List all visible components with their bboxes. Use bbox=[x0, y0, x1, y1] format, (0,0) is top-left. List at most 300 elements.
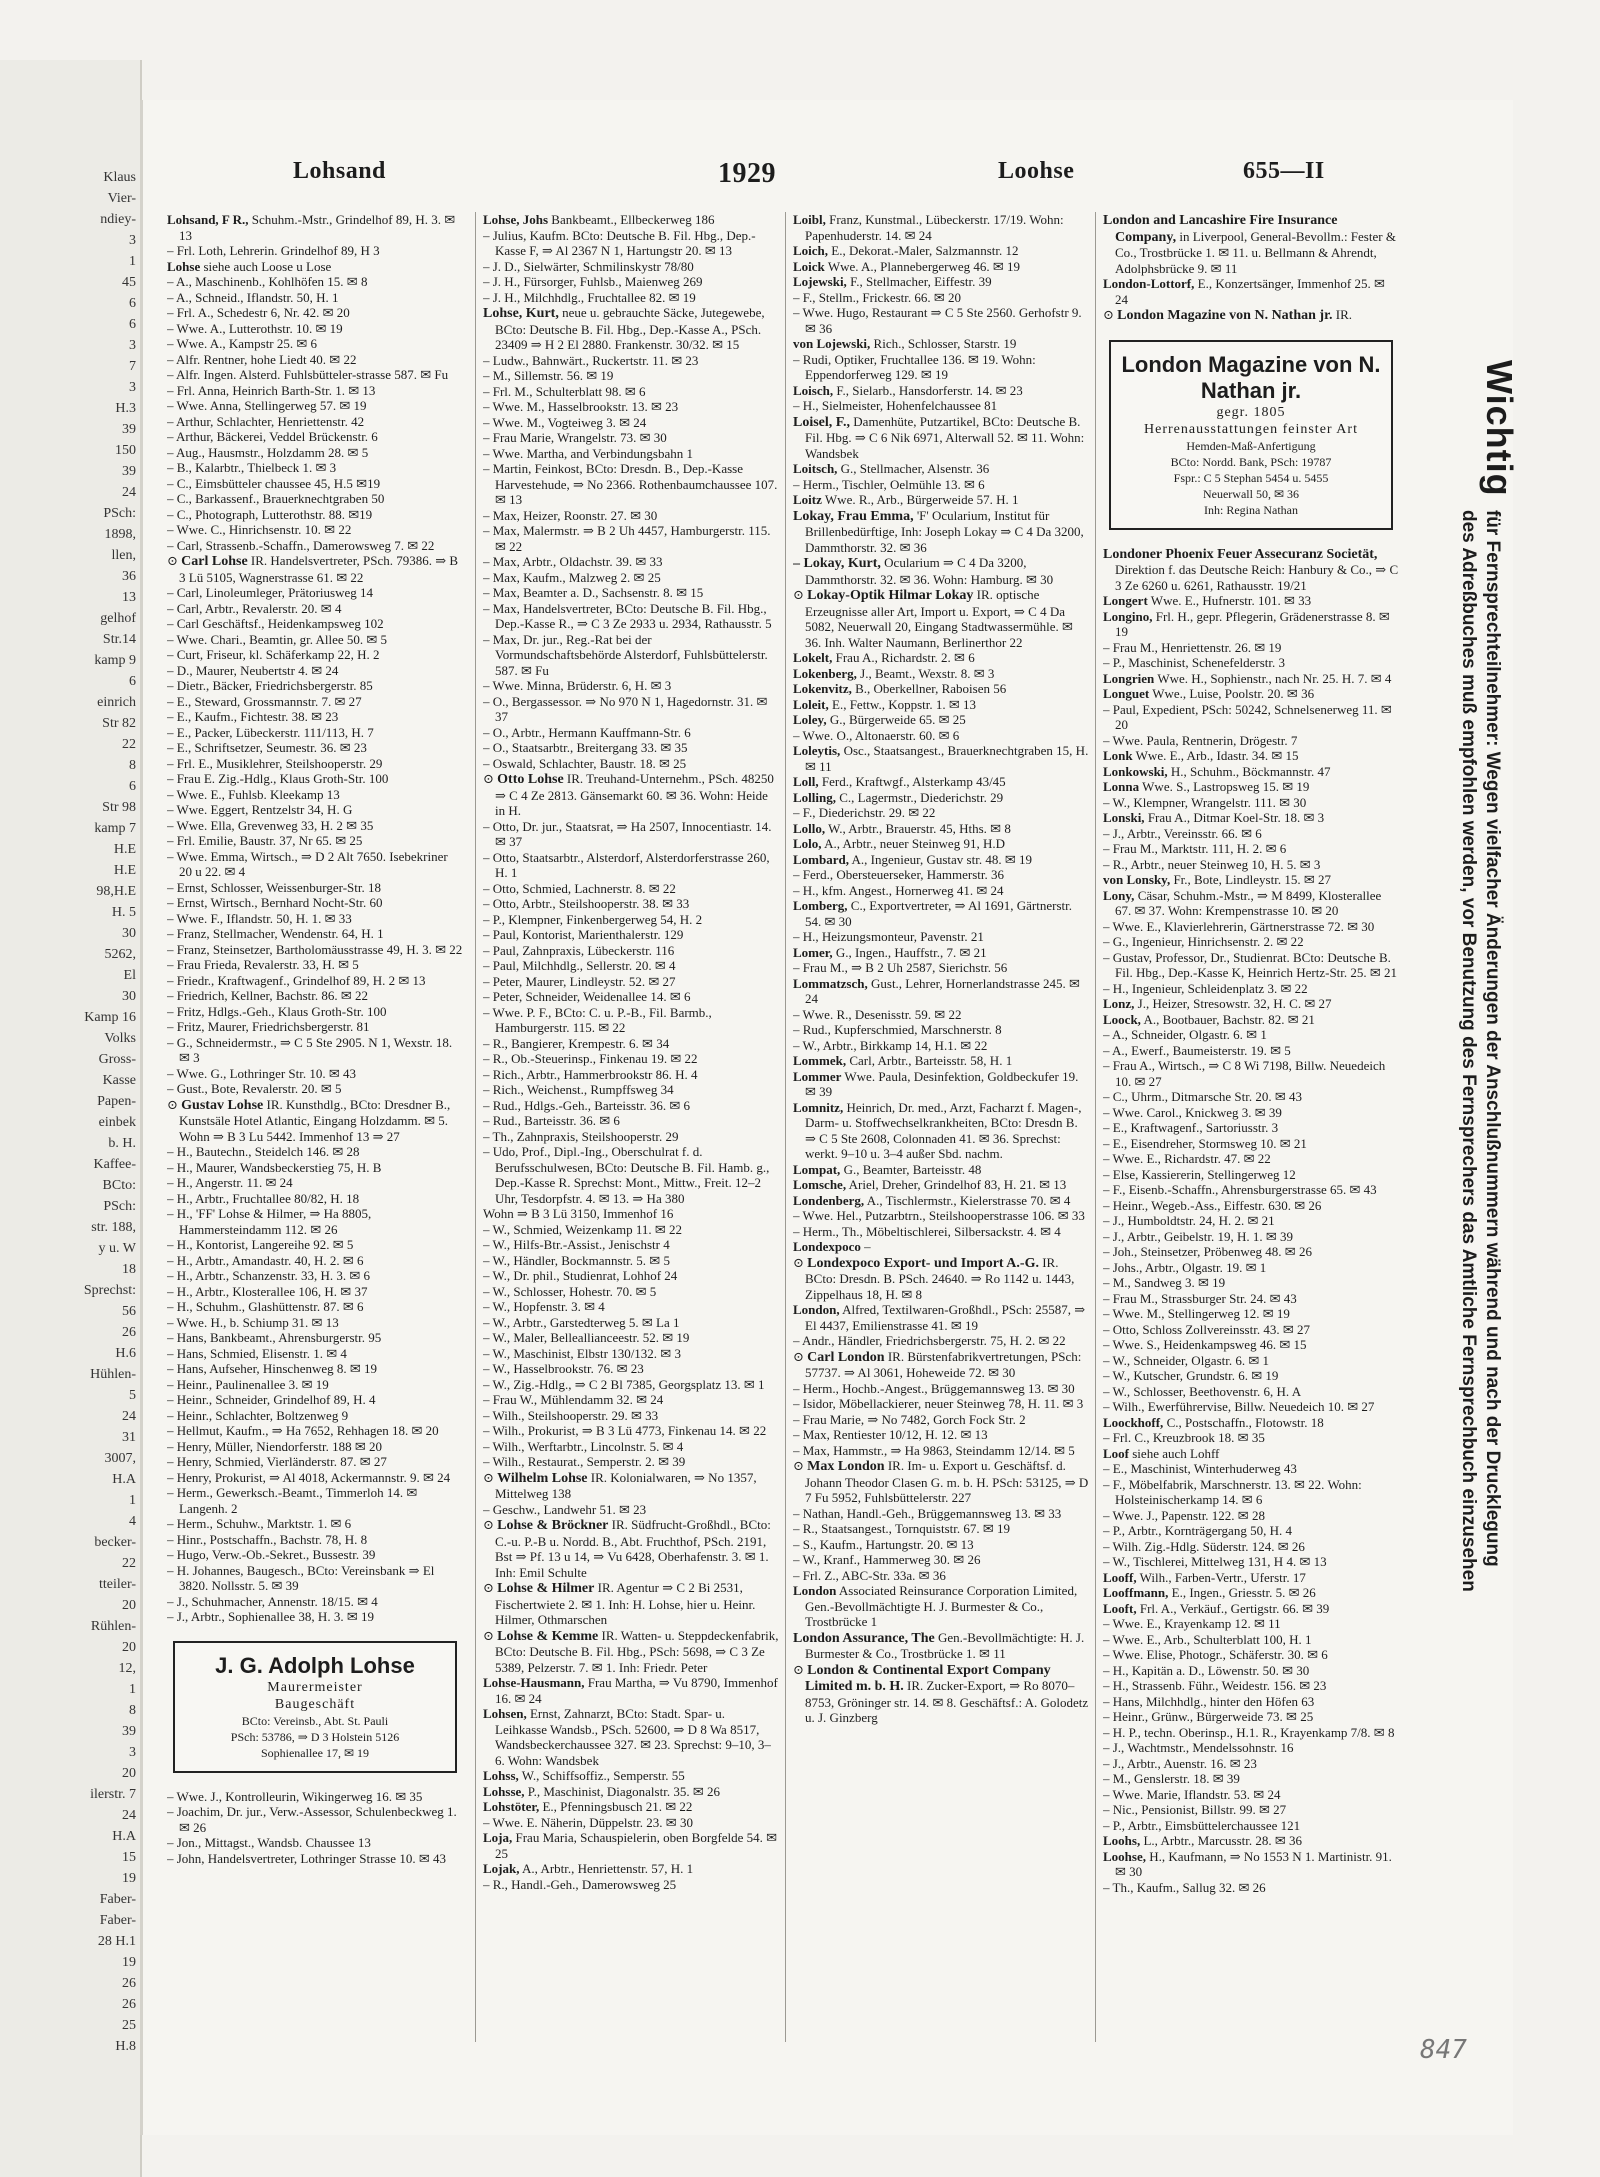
directory-entry bbox=[1103, 1027, 1399, 1043]
edge-fragment: El bbox=[123, 968, 136, 983]
directory-entry bbox=[1103, 872, 1399, 888]
entry-name: Lomer, bbox=[793, 944, 833, 960]
directory-entry bbox=[1103, 1151, 1399, 1167]
firm-entry bbox=[1103, 546, 1399, 594]
entry-text: – H. Johannes, Baugesch., BCto: Vereinsbank ⇒ El 3820. Nollsstr. 5. ✉ 39 bbox=[167, 1562, 435, 1593]
edge-fragment: 39 bbox=[122, 422, 136, 437]
edge-fragment: H.6 bbox=[115, 1346, 136, 1361]
entry-text: – G., Schneidermstr., ⇒ C 5 Ste 2905. N 1, Wexstr. 18. ✉ 3 bbox=[167, 1034, 453, 1065]
edge-fragment: Sprechst: bbox=[83, 1283, 136, 1298]
directory-entry bbox=[793, 774, 1089, 790]
entry-name: Longert bbox=[1103, 593, 1148, 608]
entry-text: – Peter, Maurer, Lindleystr. 52. ✉ 27 bbox=[483, 973, 676, 989]
entry-text: – Hugo, Verw.-Ob.-Sekret., Bussestr. 39 bbox=[167, 1547, 376, 1562]
entry-text: – C., Photograph, Lutterothstr. 88. ✉19 bbox=[167, 506, 373, 522]
directory-entry bbox=[483, 850, 779, 881]
entry-text: – Wwe. Ella, Grevenweg 33, H. 2 ✉ 35 bbox=[167, 817, 374, 833]
edge-fragment: 3007, bbox=[104, 1451, 136, 1466]
edge-fragment: 24 bbox=[122, 485, 136, 500]
directory-entry bbox=[793, 1022, 1089, 1038]
directory-entry bbox=[483, 1005, 779, 1036]
entry-text: G., Stellmacher, Alsenstr. 36 bbox=[840, 461, 990, 476]
entry-text: – Rich., Weichenst., Rumpffsweg 34 bbox=[483, 1082, 674, 1097]
entry-text: – H., Maurer, Wandsbeckerstieg 75, H. B bbox=[167, 1159, 382, 1175]
entry-text: – H., Heizungsmonteur, Pavenstr. 21 bbox=[793, 929, 984, 944]
directory-entry bbox=[1103, 1880, 1399, 1896]
directory-page bbox=[140, 100, 1520, 2135]
ad-line7: Inh: Regina Nathan bbox=[1204, 502, 1298, 517]
directory-entry bbox=[1103, 733, 1399, 749]
directory-entry bbox=[167, 476, 463, 492]
edge-fragment: BCto: bbox=[102, 1178, 136, 1193]
entry-text: – W., Arbtr., Birkkamp 14, H.1. ✉ 22 bbox=[793, 1037, 988, 1053]
entry-text: – Else, Kassiererin, Stellingerweg 12 bbox=[1103, 1166, 1296, 1182]
directory-entry bbox=[167, 1284, 463, 1300]
entry-text: Wwe. H., Sophienstr., nach Nr. 25. H. 7. ✉ 4 bbox=[1157, 670, 1392, 686]
edge-fragment: 31 bbox=[122, 1430, 136, 1445]
directory-entry bbox=[483, 896, 779, 912]
directory-entry bbox=[1103, 593, 1399, 609]
entry-text: – Wwe. J., Kontrolleurin, Wikingerweg 16. ✉ 35 bbox=[167, 1788, 423, 1804]
edge-fragment: 45 bbox=[122, 275, 136, 290]
entry-text: – Paul, Expedient, PSch: 50242, Schnelsenerweg 11. ✉ 20 bbox=[1103, 701, 1392, 732]
edge-fragment: 19 bbox=[122, 1871, 136, 1886]
entry-text: – E., Kaufm., Fichtestr. 38. ✉ 23 bbox=[167, 709, 339, 724]
ad-line4: PSch: 53786, ⇒ D 3 Holstein 5126 bbox=[230, 1729, 400, 1744]
edge-fragment: Str 98 bbox=[102, 800, 136, 815]
firm-entry bbox=[483, 1517, 779, 1580]
entry-name: Lokelt, bbox=[793, 650, 833, 665]
directory-entry bbox=[167, 491, 463, 507]
entry-text: – H., Bautechn., Steidelch 146. ✉ 28 bbox=[167, 1144, 360, 1159]
directory-entry bbox=[483, 927, 779, 943]
entry-name: Lojewski, bbox=[793, 274, 847, 289]
firm-name: Londexpoco Export- und Import A.-G. bbox=[807, 1255, 1039, 1271]
entry-text: – D., Maurer, Neubertstr 4. ✉ 24 bbox=[167, 662, 339, 678]
directory-entry bbox=[793, 743, 1089, 774]
entry-text: – Franz, Steinsetzer, Bartholomäusstrasse 49, H. 3. ✉ 22 bbox=[167, 941, 463, 957]
entry-text: – Max, Dr. jur., Reg.-Rat bei der Vormundschaftsbehörde Alsterdorf, Fuhlsbüttelerstr. 587. ✉ Fu bbox=[483, 631, 768, 678]
entry-text: – Alfr. Ingen. Alsterd. Fuhlsbütteler-strasse 587. ✉ Fu bbox=[167, 367, 449, 382]
register-mark-icon: ⊙ bbox=[1103, 307, 1114, 322]
directory-entry bbox=[167, 1439, 463, 1455]
directory-entry bbox=[167, 1532, 463, 1548]
column-rule bbox=[1095, 212, 1096, 2042]
page-header bbox=[183, 158, 1513, 198]
firm-name: Lokay-Optik Hilmar Lokay bbox=[807, 588, 974, 603]
entry-text: A., Bootbauer, Bachstr. 82. ✉ 21 bbox=[1143, 1011, 1315, 1027]
directory-entry bbox=[167, 1485, 463, 1516]
directory-entry bbox=[1103, 1384, 1399, 1400]
directory-entry bbox=[167, 259, 463, 275]
directory-entry bbox=[793, 821, 1089, 837]
directory-entry bbox=[483, 1392, 779, 1408]
entry-text: Fr., Bote, Lindleystr. 15. ✉ 27 bbox=[1173, 872, 1331, 887]
directory-entry bbox=[793, 1193, 1089, 1209]
directory-entry bbox=[1103, 1337, 1399, 1353]
directory-entry bbox=[793, 1007, 1089, 1023]
directory-entry bbox=[1103, 1709, 1399, 1725]
ad-line5: Sophienallee 17, ✉ 19 bbox=[260, 1745, 370, 1760]
entry-text: – Hans, Bankbeamt., Ahrensburgerstr. 95 bbox=[167, 1330, 382, 1345]
directory-entry bbox=[1103, 1740, 1399, 1756]
directory-entry bbox=[1103, 981, 1399, 997]
edge-fragment: PSch: bbox=[103, 506, 136, 521]
entry-text: – Ludw., Bahnwärt., Ruckertstr. 11. ✉ 23 bbox=[483, 352, 699, 368]
directory-entry bbox=[1103, 1244, 1399, 1260]
directory-entry bbox=[167, 305, 463, 321]
entry-text: – Max, Heizer, Roonstr. 27. ✉ 30 bbox=[483, 507, 658, 523]
directory-entry bbox=[167, 895, 463, 911]
edge-fragment: 26 bbox=[122, 1997, 136, 2012]
entry-text: – Dietr., Bäcker, Friedrichsbergerstr. 85 bbox=[167, 678, 373, 693]
entry-text: Wwe. Paula, Desinfektion, Goldbeckufer 19. ✉ 39 bbox=[805, 1068, 1079, 1099]
entry-text: Wwe. A., Plannebergerweg 46. ✉ 19 bbox=[827, 258, 1021, 274]
directory-entry bbox=[167, 787, 463, 803]
entry-text: – Wwe. J., Papenstr. 122. ✉ 28 bbox=[1103, 1507, 1265, 1523]
entry-text: – Frl. Loth, Lehrerin. Grindelhof 89, H 3 bbox=[167, 243, 380, 258]
entry-name: Loick bbox=[793, 258, 825, 274]
directory-entry bbox=[167, 1160, 463, 1176]
edge-fragment: 24 bbox=[122, 1409, 136, 1424]
edge-fragment: Str.14 bbox=[102, 632, 136, 647]
edge-fragment: str. 188, bbox=[91, 1220, 136, 1235]
edge-fragment: tteiler- bbox=[98, 1577, 136, 1592]
entry-text: Frau A., Richardstr. 2. ✉ 6 bbox=[835, 650, 975, 665]
directory-entry bbox=[483, 1098, 779, 1114]
entry-text: – Heinr., Paulinenallee 3. ✉ 19 bbox=[167, 1376, 329, 1392]
directory-entry bbox=[167, 1789, 463, 1805]
edge-fragment: Rühlen- bbox=[90, 1619, 136, 1634]
entry-text: Wwe. R., Arb., Bürgerweide 57. H. 1 bbox=[824, 492, 1019, 507]
entry-text: – O., Arbtr., Hermann Kauffmann-Str. 6 bbox=[483, 724, 691, 740]
entry-text: – Hans, Milchhdlg., hinter den Höfen 63 bbox=[1103, 1693, 1315, 1709]
entry-text: – Peter, Schneider, Weidenallee 14. ✉ 6 bbox=[483, 989, 691, 1004]
entry-text: – H., Kapitän a. D., Löwenstr. 50. ✉ 30 bbox=[1103, 1662, 1310, 1678]
entry-text: Ernst, Zahnarzt, BCto: Stadt. Spar- u. Leihkasse Wandsb., PSch. 52600, ⇒ D 8 Wa 8517, Wandsbeckerchaussee 327. ✉ 23. Sprechst: 9–10, 3–6. Wohn: Wandsbek bbox=[495, 1706, 771, 1768]
entry-text: Frl. H., gepr. Pflegerin, Grädenerstrasse 8. ✉ 19 bbox=[1115, 608, 1390, 639]
firm-name: Lohse & Bröckner bbox=[497, 1518, 609, 1533]
directory-entry bbox=[167, 445, 463, 461]
entry-text: – H. P., techn. Oberinsp., H.1. R., Krayenkamp 7/8. ✉ 8 bbox=[1103, 1724, 1395, 1740]
advertisement-box bbox=[1109, 340, 1393, 530]
directory-entry bbox=[167, 1315, 463, 1331]
entry-text: – Hans, Aufseher, Hinschenweg 8. ✉ 19 bbox=[167, 1361, 378, 1376]
entry-name: Lonkowski, bbox=[1103, 763, 1168, 779]
firm-entry bbox=[793, 1662, 1089, 1726]
directory-entry bbox=[1103, 1430, 1399, 1446]
firm-entry bbox=[793, 1630, 1089, 1662]
directory-entry bbox=[483, 1377, 779, 1393]
directory-entry bbox=[483, 1144, 779, 1206]
entry-text: – C., Barkassenf., Brauerknechtgraben 50 bbox=[167, 491, 385, 506]
directory-entry bbox=[793, 867, 1089, 883]
entry-text: – Ferd., Obersteuerseker, Hammerstr. 36 bbox=[793, 867, 1005, 882]
directory-entry bbox=[483, 819, 779, 850]
edge-fragment: H.E bbox=[113, 842, 136, 857]
entry-name: Londenberg, bbox=[793, 1192, 865, 1208]
firm-details: Gen.-Bevollmächtigte: H. J. Burmester & Co., Trostbrücke 1. ✉ 11 bbox=[805, 1629, 1085, 1661]
directory-entry bbox=[483, 725, 779, 741]
entry-text: – Henry, Prokurist, ⇒ Al 4018, Ackermannstr. 9. ✉ 24 bbox=[167, 1469, 451, 1485]
entry-text: – Wwe. Hugo, Restaurant ⇒ C 5 Ste 2560. Gerhofstr 9. ✉ 36 bbox=[793, 305, 1082, 336]
directory-entry bbox=[1103, 1167, 1399, 1183]
column-2 bbox=[483, 212, 779, 2047]
firm-name: Loisel, F., bbox=[793, 414, 851, 430]
entry-text: – Wwe. M., Stellingerweg 12. ✉ 19 bbox=[1103, 1306, 1290, 1321]
directory-entry bbox=[167, 849, 463, 880]
entry-text: – Heinr., Grünw., Bürgerweide 73. ✉ 25 bbox=[1103, 1709, 1314, 1724]
entry-text: – Udo, Prof., Dipl.-Ing., Oberschulrat f. d. Berufsschulwesen, BCto: Deutsche B. Fil. Hamb. g., Dep.-Kasse R. Sprechst: Mont., Mittw., Freit. 12–2 Uhr, Tesdorpfstr. 4. ✉ 13. ⇒ Ha 380 bbox=[483, 1144, 770, 1206]
entry-text: – H., Arbtr., Fruchtallee 80/82, H. 18 bbox=[167, 1190, 360, 1206]
entry-text: – J. H., Milchhdlg., Fruchtallee 82. ✉ 19 bbox=[483, 289, 696, 305]
edge-fragment: y u. W bbox=[98, 1241, 136, 1256]
directory-entry bbox=[483, 881, 779, 897]
directory-entry bbox=[1103, 1647, 1399, 1663]
entry-name: Lonna bbox=[1103, 779, 1140, 794]
edge-fragment: b. H. bbox=[108, 1136, 136, 1151]
entry-name: Lomsche, bbox=[793, 1177, 847, 1192]
edge-fragment: 1 bbox=[129, 254, 136, 269]
directory-entry bbox=[1103, 1508, 1399, 1524]
entry-text: – Wwe. E. Näherin, Düppelstr. 23. ✉ 30 bbox=[483, 1814, 693, 1830]
directory-entry bbox=[793, 1224, 1089, 1240]
directory-entry bbox=[167, 429, 463, 445]
entry-name: Lohss, bbox=[483, 1768, 519, 1783]
entry-name: Looff, bbox=[1103, 1569, 1137, 1585]
directory-entry bbox=[167, 926, 463, 942]
entry-text: – F., Möbelfabrik, Marschnerstr. 13. ✉ 22. Wohn: Holsteinischerkamp 14. ✉ 6 bbox=[1103, 1476, 1362, 1507]
directory-entry bbox=[1103, 1771, 1399, 1787]
directory-entry bbox=[483, 1675, 779, 1706]
entry-text: E., Konzertsänger, Immenhof 25. ✉ 24 bbox=[1115, 276, 1385, 307]
firm-details: IR. Agentur ⇒ C 2 Bi 2531, Fischertwiete 2. ✉ 1. Inh: H. Lohse, hier u. Heinr. Hilmer, Othmarschen bbox=[495, 1580, 756, 1627]
entry-text: – M., Sandweg 3. ✉ 19 bbox=[1103, 1275, 1226, 1290]
entry-text: – Friedr., Kraftwagenf., Grindelhof 89, H. 2 ✉ 13 bbox=[167, 972, 426, 988]
entry-text: J., Beamt., Wexstr. 8. ✉ 3 bbox=[860, 665, 995, 681]
directory-entry bbox=[1103, 1322, 1399, 1338]
entry-text: – M., Sillemstr. 56. ✉ 19 bbox=[483, 368, 614, 383]
firm-name: Lohse & Kemme bbox=[497, 1628, 599, 1644]
entry-name: Loll, bbox=[793, 774, 819, 789]
firm-details: Damenhüte, Putzartikel, BCto: Deutsche B. Fil. Hbg. ⇒ C 6 Nik 6971, Alterwall 52. ✉ 11. Wohn: Wandsbek bbox=[805, 413, 1085, 461]
entry-text: – W., Kutscher, Grundstr. 6. ✉ 19 bbox=[1103, 1368, 1279, 1383]
entry-text: – W., Maschinist, Elbstr 130/132. ✉ 3 bbox=[483, 1345, 681, 1361]
edge-fragment: ilerstr. 7 bbox=[90, 1787, 136, 1802]
entry-text: – Wilh. Zig.-Hdlg. Süderstr. 124. ✉ 26 bbox=[1103, 1538, 1305, 1554]
firm-details: IR. Bürstenfabrikvertretungen, PSch: 57737. ⇒ Al 3061, Hoheweide 72. ✉ 30 bbox=[805, 1348, 1082, 1380]
entry-text: – J. H., Fürsorger, Fuhlsb., Maienweg 269 bbox=[483, 274, 703, 289]
register-mark-icon: ⊙ bbox=[793, 1458, 804, 1473]
directory-entry bbox=[793, 1412, 1089, 1428]
directory-entry bbox=[1103, 1802, 1399, 1818]
edge-fragment: einbek bbox=[98, 1115, 136, 1130]
entry-text: – Wwe. E., Arb., Schulterblatt 100, H. 1 bbox=[1103, 1631, 1312, 1647]
ad-line1: gegr. 1805 bbox=[1216, 404, 1286, 420]
directory-entry bbox=[483, 1036, 779, 1052]
entry-name: Lohse-Hausmann, bbox=[483, 1675, 585, 1690]
directory-entry bbox=[167, 1454, 463, 1470]
entry-text: Heinrich, Dr. med., Arzt, Facharzt f. Magen-, Darm- u. Stoffwechselkrankheiten, BCto: Dresdn B. ⇒ C 5 Ste 2608, Colonnaden 41. ✉ 36. Sprechst: werkt. 9–10 u. 3–4 außer Sbd. nachm. bbox=[805, 1099, 1082, 1161]
entry-name: Lomberg, bbox=[793, 898, 848, 913]
entry-text: – W., Klempner, Wrangelstr. 111. ✉ 30 bbox=[1103, 794, 1307, 810]
directory-entry bbox=[167, 290, 463, 306]
edge-fragment: llen, bbox=[111, 548, 136, 563]
directory-entry bbox=[793, 1552, 1089, 1568]
directory-entry bbox=[793, 1208, 1089, 1224]
directory-entry bbox=[167, 1330, 463, 1346]
edge-fragment: kamp 9 bbox=[94, 653, 136, 668]
entry-text: – Frau M., Henriettenstr. 26. ✉ 19 bbox=[1103, 639, 1282, 655]
entry-text: – H., Arbtr., Schanzenstr. 33, H. 3. ✉ 6 bbox=[167, 1268, 370, 1283]
entry-text: – G., Ingenieur, Hinrichsenstr. 2. ✉ 22 bbox=[1103, 934, 1304, 949]
directory-entry bbox=[483, 1454, 779, 1470]
firm-details: IR. Handelsvertreter, PSch. 79386. ⇒ B 3 Lü 5105, Wagnerstrasse 61. ✉ 22 bbox=[179, 553, 459, 585]
entry-name: Lohsen, bbox=[483, 1706, 527, 1721]
edge-fragment: 1 bbox=[129, 1682, 136, 1697]
entry-text: Franz, Kunstmal., Lübeckerstr. 17/19. Wohn: Papenhuderstr. 14. ✉ 24 bbox=[805, 212, 1064, 243]
entry-text: – Wwe. F., Iflandstr. 50, H. 1. ✉ 33 bbox=[167, 910, 352, 926]
entry-text: – Max, Rentiester 10/12, H. 12. ✉ 13 bbox=[793, 1427, 988, 1442]
entry-text: Ariel, Dreher, Grindelhof 83, H. 21. ✉ 13 bbox=[848, 1177, 1067, 1192]
entry-text: – Frl. Anna, Heinrich Barth-Str. 1. ✉ 13 bbox=[167, 382, 376, 398]
entry-text: A., Tischlermstr., Kielerstrasse 70. ✉ 4 bbox=[866, 1192, 1071, 1208]
directory-entry bbox=[793, 836, 1089, 852]
firm-name: Otto Lohse bbox=[497, 772, 564, 787]
entry-name: Lokenvitz, bbox=[793, 681, 852, 696]
entry-text: – Max, Beamter a. D., Sachsenstr. 8. ✉ 15 bbox=[483, 585, 704, 600]
entry-name: von Lojewski, bbox=[793, 336, 871, 351]
directory-entry bbox=[793, 1177, 1089, 1193]
entry-text: Frau A., Ditmar Koel-Str. 18. ✉ 3 bbox=[1147, 810, 1325, 825]
ad-line1: Maurermeister bbox=[267, 1679, 363, 1695]
entry-text: B., Oberkellner, Raboisen 56 bbox=[855, 681, 1007, 696]
firm-entry bbox=[793, 508, 1089, 556]
entry-text: – Heinr., Schlachter, Boltzenweg 9 bbox=[167, 1407, 349, 1423]
advertisement-box bbox=[173, 1641, 457, 1773]
entry-name: Londexpoco bbox=[793, 1239, 861, 1254]
firm-details: IR. Watten- u. Steppdeckenfabrik, BCto: Deutsche B. Fil. Hbg., PSch: 5698, ⇒ C 3 Ze 5389, Pelzerstr. 7. ✉ 1. Inh: Friedr. Peter bbox=[495, 1627, 779, 1675]
directory-entry bbox=[1103, 888, 1399, 919]
edge-fragment: 4 bbox=[129, 1514, 136, 1529]
entry-text: – Frl. Z., ABC-Str. 33a. ✉ 36 bbox=[793, 1567, 946, 1583]
firm-name: Lohse & Hilmer bbox=[497, 1581, 595, 1596]
directory-entry bbox=[1103, 702, 1399, 733]
entry-name: Loja, bbox=[483, 1830, 513, 1845]
entry-text: – S., Kaufm., Hartungstr. 20. ✉ 13 bbox=[793, 1536, 974, 1552]
edge-fragment: 30 bbox=[122, 989, 136, 1004]
directory-entry bbox=[1103, 1136, 1399, 1152]
directory-entry bbox=[483, 632, 779, 679]
firm-entry bbox=[483, 771, 779, 819]
entry-text: G., Ingen., Hauffstr., 7. ✉ 21 bbox=[835, 944, 987, 960]
entry-name: Longuet bbox=[1103, 686, 1150, 701]
directory-entry bbox=[1103, 1539, 1399, 1555]
entry-name: Longino, bbox=[1103, 608, 1153, 624]
directory-entry bbox=[483, 1784, 779, 1800]
directory-entry bbox=[483, 1315, 779, 1331]
entry-text: – Frau M., Marktstr. 111, H. 2. ✉ 6 bbox=[1103, 841, 1287, 856]
edge-fragment: 25 bbox=[122, 2018, 136, 2033]
entry-name: Loock, bbox=[1103, 1011, 1141, 1027]
directory-entry bbox=[1103, 810, 1399, 826]
entry-text: – W., Dr. phil., Studienrat, Lohhof 24 bbox=[483, 1268, 678, 1283]
edge-fragment: 28 H.1 bbox=[97, 1934, 136, 1949]
entry-name: Looft, bbox=[1103, 1600, 1137, 1616]
directory-entry bbox=[1103, 1012, 1399, 1028]
directory-entry bbox=[167, 1609, 463, 1625]
directory-entry bbox=[167, 694, 463, 710]
directory-entry bbox=[1103, 1477, 1399, 1508]
entry-text: – Wwe. Anna, Stellingerweg 57. ✉ 19 bbox=[167, 398, 367, 413]
entry-text: – Frau Marie, Wrangelstr. 73. ✉ 30 bbox=[483, 430, 667, 445]
entry-text: – Wwe. A., Kampstr 25. ✉ 6 bbox=[167, 336, 318, 351]
directory-entry bbox=[483, 446, 779, 462]
directory-entry bbox=[483, 1268, 779, 1284]
entry-text: – Wwe. R., Desenisstr. 59. ✉ 22 bbox=[793, 1006, 962, 1022]
register-mark-icon: ⊙ bbox=[167, 553, 178, 568]
edge-fragment: H. 5 bbox=[111, 905, 136, 920]
entry-text: Ferd., Kraftwgf., Alsterkamp 43/45 bbox=[821, 774, 1006, 789]
directory-entry bbox=[167, 1253, 463, 1269]
firm-name: Max London bbox=[807, 1459, 885, 1474]
directory-entry bbox=[1103, 1229, 1399, 1245]
entry-text: – Nic., Pensionist, Billstr. 99. ✉ 27 bbox=[1103, 1802, 1287, 1817]
directory-entry bbox=[167, 880, 463, 896]
column-4 bbox=[1103, 212, 1399, 2047]
register-mark-icon: ⊙ bbox=[793, 587, 804, 602]
edge-fragment: 30 bbox=[122, 926, 136, 941]
edge-fragment: Kamp 16 bbox=[84, 1010, 136, 1025]
directory-entry bbox=[1103, 1818, 1399, 1834]
directory-entry bbox=[793, 697, 1089, 713]
entry-text: – Henry, Müller, Niendorferstr. 188 ✉ 20 bbox=[167, 1438, 382, 1454]
entry-text: – bbox=[864, 1239, 871, 1254]
edge-fragment: 26 bbox=[122, 1976, 136, 1991]
edge-fragment: kamp 7 bbox=[94, 821, 136, 836]
column-rule bbox=[785, 212, 786, 2042]
entry-text: – Joachim, Dr. jur., Verw.-Assessor, Schulenbeckweg 1. ✉ 26 bbox=[167, 1804, 457, 1835]
entry-name: Lommatzsch, bbox=[793, 975, 868, 991]
directory-entry bbox=[1103, 748, 1399, 764]
firm-details: IR. Im- u. Export u. Geschäftsf. d. Johann Theodor Clasen G. m. b. H. PSch: 53125, ⇒ D 7 Fu 5952, Fuhlsbüttelerstr. 227 bbox=[805, 1458, 1089, 1505]
entry-text: Wwe. E., Arb., Idastr. 34. ✉ 15 bbox=[1135, 748, 1299, 763]
entry-text: – Carl, Strassenb.-Schaffn., Damerowsweg 7. ✉ 22 bbox=[167, 537, 435, 553]
entry-text: – Wwe. E., Krayenkamp 12. ✉ 11 bbox=[1103, 1616, 1281, 1631]
directory-entry bbox=[483, 1206, 779, 1222]
entry-text: – Max, Kaufm., Malzweg 2. ✉ 25 bbox=[483, 569, 661, 585]
directory-entry bbox=[167, 678, 463, 694]
entry-text: – Wwe. O., Altonaerstr. 60. ✉ 6 bbox=[793, 727, 960, 743]
directory-entry bbox=[793, 1443, 1089, 1459]
edge-fragment: einrich bbox=[97, 695, 136, 710]
firm-name: London Assurance, The bbox=[793, 1630, 935, 1646]
firm-entry bbox=[483, 305, 779, 353]
directory-entry bbox=[483, 1237, 779, 1253]
directory-entry bbox=[483, 1439, 779, 1455]
directory-entry bbox=[167, 522, 463, 538]
firm-details: Direktion f. das Deutsche Reich: Hanbury & Co., ⇒ C 3 Ze 6260 u. 6261, Rathausstr. 19/21 bbox=[1115, 562, 1399, 593]
directory-entry bbox=[483, 228, 779, 259]
notice-line-1: für Fernsprechteilnehmer: Wegen vielfacher Änderungen der Anschlußnummern während und nach der Drucklegung bbox=[1482, 509, 1503, 1567]
entry-name: Loof bbox=[1103, 1445, 1129, 1461]
edge-fragment: 8 bbox=[129, 758, 136, 773]
ad-line6: Neuerwall 50, ✉ 36 bbox=[1202, 486, 1300, 501]
directory-entry bbox=[483, 1284, 779, 1300]
entry-text: – Franz, Stellmacher, Wendenstr. 64, H. 1 bbox=[167, 926, 384, 941]
firm-entry bbox=[793, 1349, 1089, 1381]
edge-fragment: H.E bbox=[113, 863, 136, 878]
